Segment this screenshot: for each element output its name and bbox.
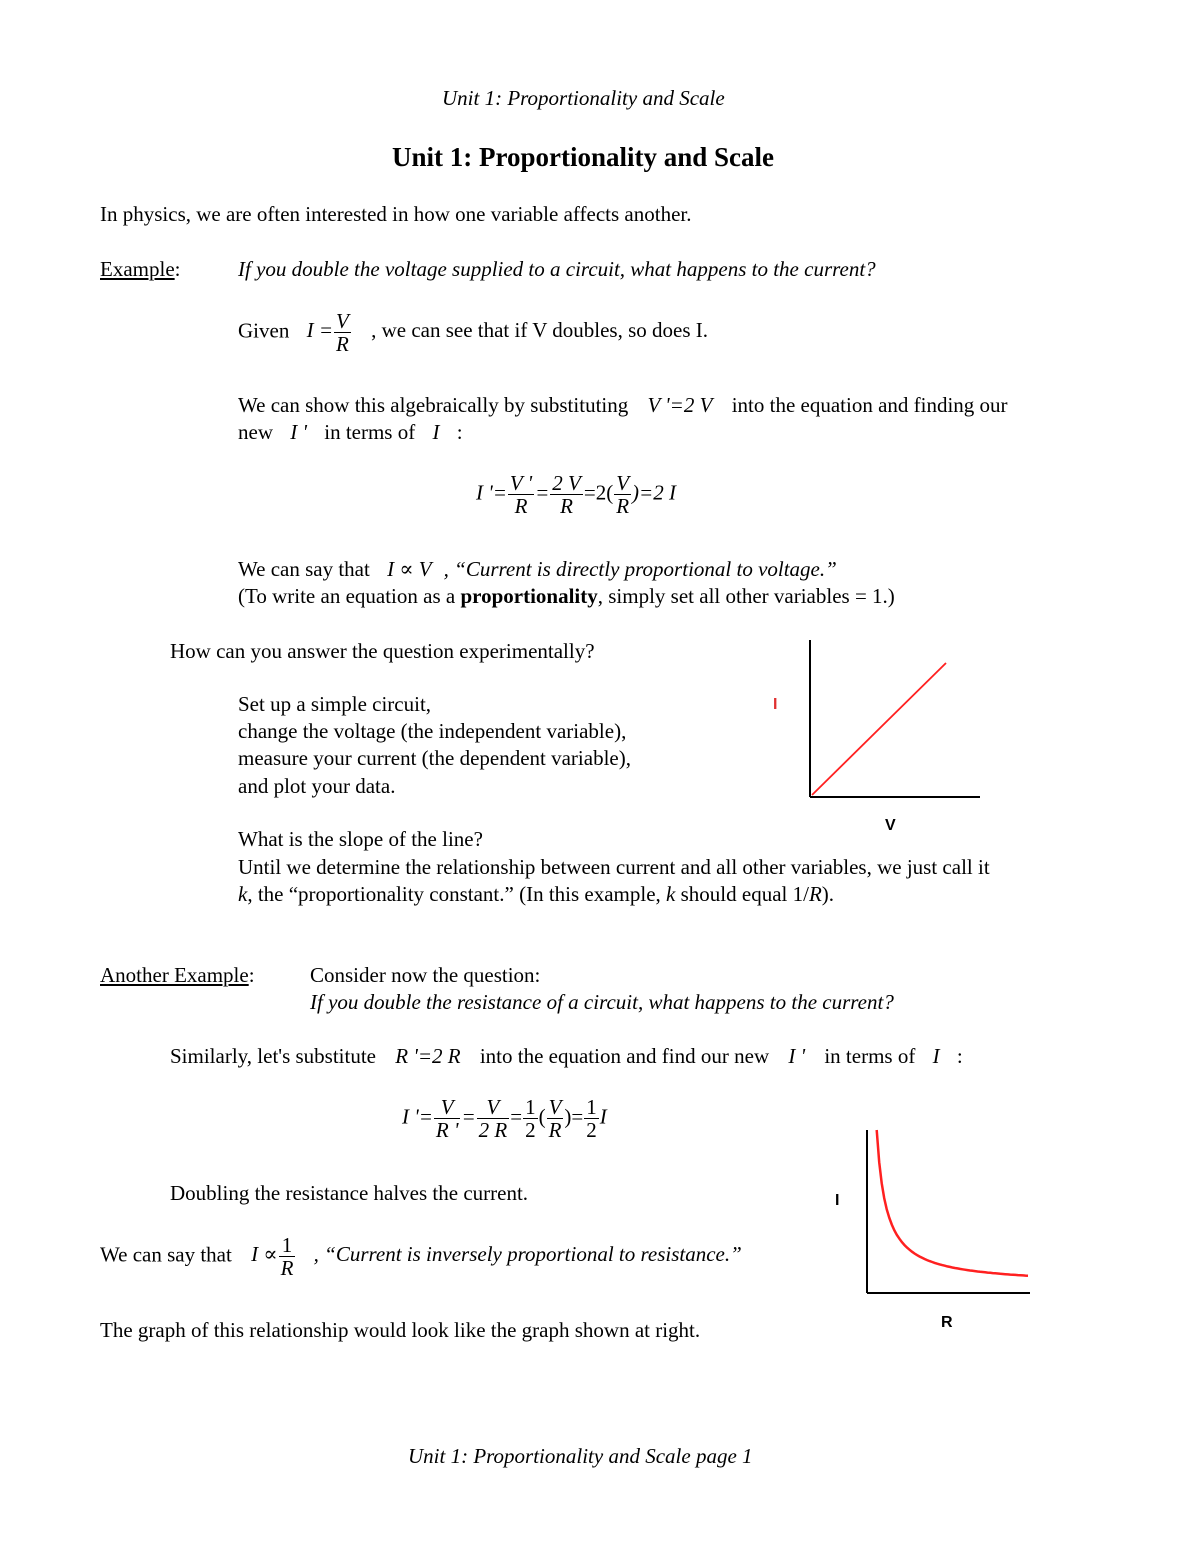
fraction-numerator: 2 V	[552, 471, 581, 495]
given-eq-lhs: I =	[306, 318, 333, 343]
sub-text-a: Similarly, let's substitute	[170, 1044, 377, 1068]
deriv2-frac5	[584, 1096, 599, 1141]
fraction-numerator: V	[336, 309, 349, 333]
y-axis-label: I	[773, 696, 778, 713]
deriv2-frac3	[523, 1096, 538, 1141]
fraction-denominator: R	[616, 494, 630, 519]
example-question: If you double the voltage supplied to a circuit, what happens to the current?	[238, 257, 876, 281]
deriv2-eq3: =	[510, 1104, 523, 1129]
slope-answer-2	[238, 882, 834, 907]
fraction-numerator: V	[616, 471, 630, 495]
deriv2-frac4	[547, 1096, 564, 1141]
deriv1-lhs: I '=	[476, 480, 507, 505]
graph-note: The graph of this relationship would look like the graph shown at right.	[100, 1318, 701, 1342]
r-var: R	[808, 882, 822, 906]
note-a: (To write an equation as a	[238, 584, 461, 608]
experiment-step: measure your current (the dependent variable),	[238, 746, 631, 770]
deriv2-eq4: )=	[564, 1104, 584, 1129]
algebra-text-new: new	[238, 420, 273, 444]
experiment-step: change the voltage (the independent variable),	[238, 719, 627, 743]
page-footer: Unit 1: Proportionality and Scale page 1	[408, 1444, 753, 1468]
y-axis-label: I	[835, 1192, 840, 1209]
slope-question: What is the slope of the line?	[238, 827, 483, 851]
another-example-text: Another Example	[100, 963, 249, 987]
sub-i: I	[932, 1044, 940, 1068]
deriv2-lhs: I '=	[402, 1104, 433, 1129]
deriv2-eq2: =	[461, 1104, 476, 1129]
fraction-denominator: R '	[435, 1118, 459, 1143]
k-var: k	[666, 882, 676, 906]
algebra-i: I	[432, 420, 440, 444]
x-axis-label: R	[941, 1314, 953, 1331]
deriv1-end: )=2 I	[632, 480, 676, 505]
fraction-denominator: 2	[525, 1118, 536, 1143]
intro-text: In physics, we are often interested in how one variable affects another.	[100, 202, 692, 226]
given-prefix: Given	[238, 318, 290, 343]
halves-text: Doubling the resistance halves the current.	[170, 1181, 529, 1205]
algebra-text-b: into the equation and finding our	[731, 393, 1008, 417]
say-prefix: We can say that	[238, 557, 370, 581]
fraction-numerator: 1	[586, 1095, 597, 1119]
algebra-sub-math: V '=2 V	[647, 393, 713, 417]
page-title: Unit 1: Proportionality and Scale	[392, 142, 775, 172]
fraction-denominator: R	[514, 494, 528, 519]
sub-iprime: I '	[788, 1044, 806, 1068]
example2-intro: Consider now the question:	[310, 963, 541, 987]
deriv1-eq: =	[535, 480, 550, 505]
another-example-label	[100, 963, 255, 988]
algebra-line-2	[238, 420, 463, 445]
algebra-line-1	[238, 393, 1008, 418]
say-math: I ∝ V	[387, 557, 432, 581]
deriv2-end: I	[599, 1104, 607, 1129]
fraction-denominator: 2	[586, 1118, 597, 1143]
say2-prefix: We can say that	[100, 1242, 232, 1267]
series-line	[812, 663, 946, 795]
note-b: , simply set all other variables = 1.)	[597, 584, 895, 608]
another-example-colon: :	[248, 963, 255, 987]
substitute-line	[170, 1044, 963, 1069]
slope-text-b: , the “proportionality constant.” (In this example,	[247, 882, 667, 906]
slope-text-c: should equal 1/	[675, 882, 809, 906]
deriv1-eq3: =2(	[583, 480, 614, 505]
algebra-text-terms: in terms of	[324, 420, 416, 444]
k-var: k	[238, 882, 248, 906]
say2-quote: , “Current is inversely proportional to resistance.”	[313, 1242, 742, 1267]
sub-math: R '=2 R	[395, 1044, 461, 1068]
fraction-denominator: 2 R	[478, 1118, 508, 1143]
fraction-denominator: R	[336, 332, 349, 357]
series-line	[877, 1130, 1028, 1276]
fraction-numerator: V	[434, 1096, 461, 1119]
proportionality-note	[238, 584, 895, 609]
sub-colon: :	[956, 1044, 963, 1068]
example-label-text: Example	[100, 257, 175, 281]
given-suffix: , we can see that if V doubles, so does I.	[371, 318, 708, 343]
note-bold: proportionality	[460, 584, 598, 608]
example-label-colon: :	[174, 257, 181, 281]
deriv2-frac1	[434, 1096, 461, 1141]
slope-text-end: ).	[821, 882, 835, 906]
deriv1-frac2	[550, 472, 583, 517]
say2-math: I ∝	[251, 1242, 278, 1267]
given-line	[238, 310, 708, 355]
fraction-numerator: V '	[509, 471, 533, 495]
fraction-denominator: R	[280, 1256, 294, 1281]
say-line-1	[238, 557, 837, 582]
say-line-2	[100, 1234, 742, 1279]
example2-question: If you double the resistance of a circuit, what happens to the current?	[310, 990, 894, 1014]
running-header: Unit 1: Proportionality and Scale	[442, 86, 725, 110]
fraction-numerator: 1	[525, 1095, 536, 1119]
fraction-numerator: V	[548, 1095, 562, 1119]
given-fraction	[334, 310, 351, 355]
chart-i-vs-v	[773, 635, 990, 845]
deriv1-frac3	[614, 472, 631, 517]
fraction-denominator: R	[560, 494, 573, 519]
say-quote: , “Current is directly proportional to voltage.”	[443, 557, 837, 581]
experiment-step: Set up a simple circuit,	[238, 692, 432, 716]
algebra-text-a: We can show this algebraically by substituting	[238, 393, 629, 417]
deriv2-open: (	[538, 1104, 546, 1129]
fraction-numerator: 1	[279, 1234, 296, 1257]
derivation-2	[402, 1096, 607, 1141]
slope-answer-1: Until we determine the relationship between current and all other variables, we just call it	[238, 855, 990, 879]
fraction-numerator: V	[477, 1096, 510, 1119]
x-axis-label: V	[885, 817, 896, 834]
sub-text-b: into the equation and find our new	[479, 1044, 770, 1068]
chart-i-vs-r	[830, 1125, 1040, 1340]
deriv2-frac2	[477, 1096, 510, 1141]
experiment-step: and plot your data.	[238, 774, 396, 798]
algebra-colon: :	[456, 420, 463, 444]
algebra-iprime: I '	[290, 420, 307, 444]
sub-text-c: in terms of	[824, 1044, 916, 1068]
example-label	[100, 257, 180, 282]
fraction-denominator: R	[548, 1118, 562, 1143]
deriv1-frac1	[508, 472, 534, 517]
derivation-1	[476, 472, 676, 517]
experiment-question: How can you answer the question experimentally?	[170, 639, 595, 663]
say2-fraction	[279, 1234, 296, 1279]
